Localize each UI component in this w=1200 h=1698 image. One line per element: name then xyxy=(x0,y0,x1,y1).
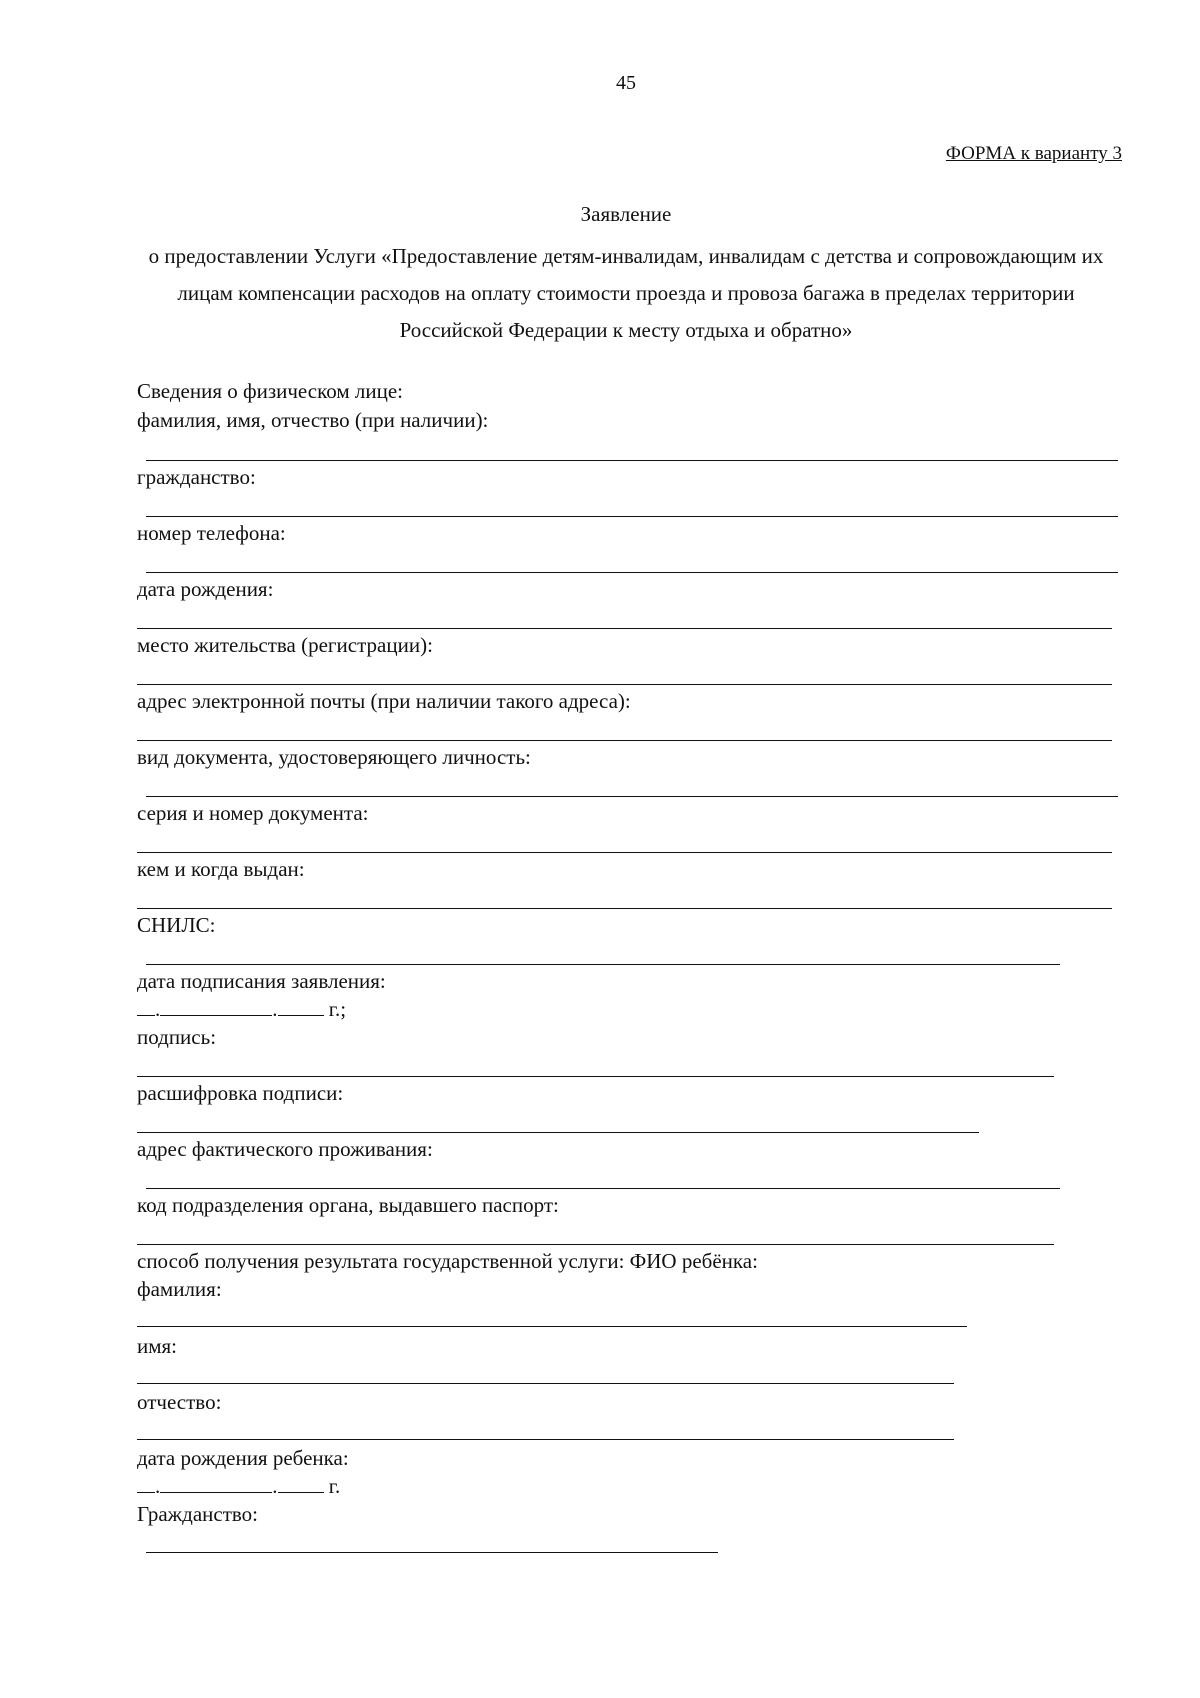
sign-date-month-blank[interactable] xyxy=(160,997,272,1016)
citizenship-label: гражданство: xyxy=(137,465,256,489)
fio-label: фамилия, имя, отчество (при наличии): xyxy=(137,408,489,432)
signature-label: подпись: xyxy=(137,1025,217,1049)
child-birth-date-month-blank[interactable] xyxy=(160,1474,272,1493)
signature-decoding-input-line[interactable] xyxy=(137,1132,979,1133)
issued-by-label: кем и когда выдан: xyxy=(137,857,305,881)
signature-decoding-label: расшифровка подписи: xyxy=(137,1081,344,1105)
child-surname-input-line[interactable] xyxy=(137,1326,967,1327)
child-birth-date-label: дата рождения ребенка: xyxy=(137,1446,349,1470)
child-citizenship-input-line[interactable] xyxy=(146,1552,718,1553)
snils-input-line[interactable] xyxy=(146,964,1060,965)
actual-address-label: адрес фактического проживания: xyxy=(137,1137,433,1161)
passport-dept-code-label: код подразделения органа, выдавшего паспорт: xyxy=(137,1193,559,1217)
child-citizenship-label: Гражданство: xyxy=(137,1502,258,1526)
sign-date-suffix: г.; xyxy=(328,997,347,1021)
result-method-label: способ получения результата государственной услуги: ФИО ребёнка: xyxy=(137,1249,758,1273)
id-doc-type-label: вид документа, удостоверяющего личность: xyxy=(137,745,531,769)
fio-input-line[interactable] xyxy=(146,460,1118,461)
id-doc-type-input-line[interactable] xyxy=(146,796,1118,797)
passport-dept-code-input-line[interactable] xyxy=(137,1244,1054,1245)
signature-input-line[interactable] xyxy=(137,1076,1054,1077)
actual-address-input-line[interactable] xyxy=(146,1188,1060,1189)
sign-date-year-blank[interactable] xyxy=(278,997,324,1016)
section-heading: Сведения о физическом лице: xyxy=(137,379,403,403)
doc-series-number-label: серия и номер документа: xyxy=(137,801,369,825)
email-label: адрес электронной почты (при наличии такого адреса): xyxy=(137,689,631,713)
birth-date-label: дата рождения: xyxy=(137,577,274,601)
sign-date-day-blank[interactable] xyxy=(137,997,155,1016)
doc-series-number-input-line[interactable] xyxy=(137,852,1112,853)
sign-date-input[interactable]: . . г.; xyxy=(137,997,346,1022)
child-birth-date-suffix: г. xyxy=(328,1474,341,1498)
sign-date-label: дата подписания заявления: xyxy=(137,969,386,993)
child-surname-label: фамилия: xyxy=(137,1277,222,1301)
child-name-input-line[interactable] xyxy=(137,1383,954,1384)
email-input-line[interactable] xyxy=(137,740,1112,741)
snils-label: СНИЛС: xyxy=(137,913,216,937)
citizenship-input-line[interactable] xyxy=(146,516,1118,517)
birth-date-input-line[interactable] xyxy=(137,628,1112,629)
page-number: 45 xyxy=(616,72,636,94)
child-patronymic-input-line[interactable] xyxy=(137,1439,954,1440)
child-name-label: имя: xyxy=(137,1334,178,1358)
document-subtitle: о предоставлении Услуги «Предоставление детям-инвалидам, инвалидам с детства и сопровождающим их лицам компенсации расходов на оплату стоимости проезда и провоза багажа в пределах территории Российской Федерации к месту отдыха и обратно» xyxy=(148,244,1104,342)
child-patronymic-label: отчество: xyxy=(137,1390,222,1414)
issued-by-input-line[interactable] xyxy=(137,908,1112,909)
residence-input-line[interactable] xyxy=(137,684,1112,685)
child-birth-date-day-blank[interactable] xyxy=(137,1474,155,1493)
child-birth-date-input[interactable]: . . г. xyxy=(137,1474,340,1499)
phone-label: номер телефона: xyxy=(137,521,286,545)
residence-label: место жительства (регистрации): xyxy=(137,633,433,657)
document-title: Заявление xyxy=(580,202,672,226)
child-birth-date-year-blank[interactable] xyxy=(278,1474,324,1493)
phone-input-line[interactable] xyxy=(146,572,1118,573)
form-reference: ФОРМА к варианту 3 xyxy=(945,143,1122,164)
